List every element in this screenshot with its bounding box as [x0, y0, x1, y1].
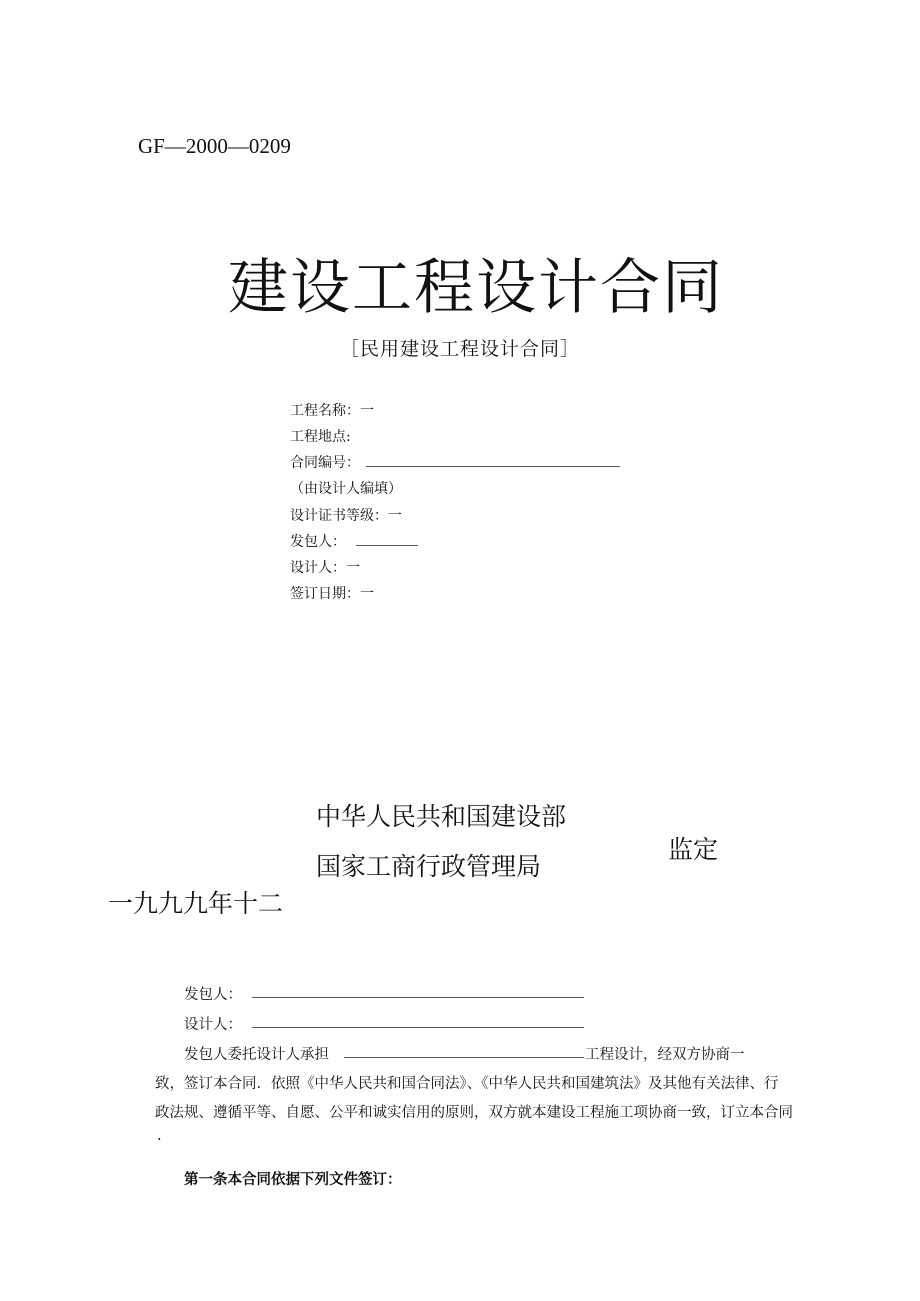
standard-code: GF—2000—0209 [138, 134, 291, 158]
designer-field: 设计人：一 [290, 560, 360, 576]
issuer-administration: 国家工商行政管理局 [316, 852, 542, 881]
paragraph-line-2: 致，签订本合同．依照《中华人民共和国合同法》、《中华人民共和国建筑法》及其他有关法律、行 [155, 1076, 779, 1092]
body-designer-label: 设计人： [184, 1017, 242, 1033]
cert-level-field: 设计证书等级：一 [290, 508, 402, 524]
sign-date-field: 签订日期：一 [290, 586, 374, 602]
body-employer-label: 发包人： [184, 987, 242, 1003]
article-1-heading: 第一条本合同依据下列文件签订： [184, 1172, 402, 1188]
document-title: 建设工程设计合同 [228, 253, 724, 323]
document-subtitle: ［民用建设工程设计合同］ [340, 338, 581, 360]
body-employer-blank [252, 997, 584, 998]
paragraph-line-4: . [157, 1128, 162, 1144]
employer-blank [356, 533, 418, 546]
paragraph-line-1 [184, 1043, 329, 1064]
employer-label: 发包人： [290, 534, 346, 550]
contract-number-note: （由设计人编填） [290, 481, 402, 497]
paragraph-line-3: 政法规、遵循平等、自愿、公平和诚实信用的原则，双方就本建设工程施工项协商一致，订立本合同 [155, 1105, 793, 1121]
issue-date: 一九九九年十二 [108, 889, 284, 918]
issuer-ministry: 中华人民共和国建设部 [316, 802, 567, 831]
contract-number-label: 合同编号： [290, 455, 360, 471]
paragraph-mid: 工程设计，经双方协商一 [585, 1047, 745, 1063]
body-employer-field [184, 983, 242, 1004]
employer-field [290, 531, 418, 551]
project-blank [344, 1057, 584, 1058]
project-site-field: 工程地点: [290, 429, 351, 445]
project-name-field: 工程名称：一 [290, 403, 374, 419]
contract-number-blank [366, 454, 620, 467]
body-designer-blank [252, 1027, 584, 1028]
supervise-label: 监定 [668, 835, 719, 864]
contract-number-field [290, 452, 620, 472]
paragraph-start: 发包人委托设计人承担 [184, 1047, 329, 1063]
body-designer-field [184, 1013, 242, 1034]
